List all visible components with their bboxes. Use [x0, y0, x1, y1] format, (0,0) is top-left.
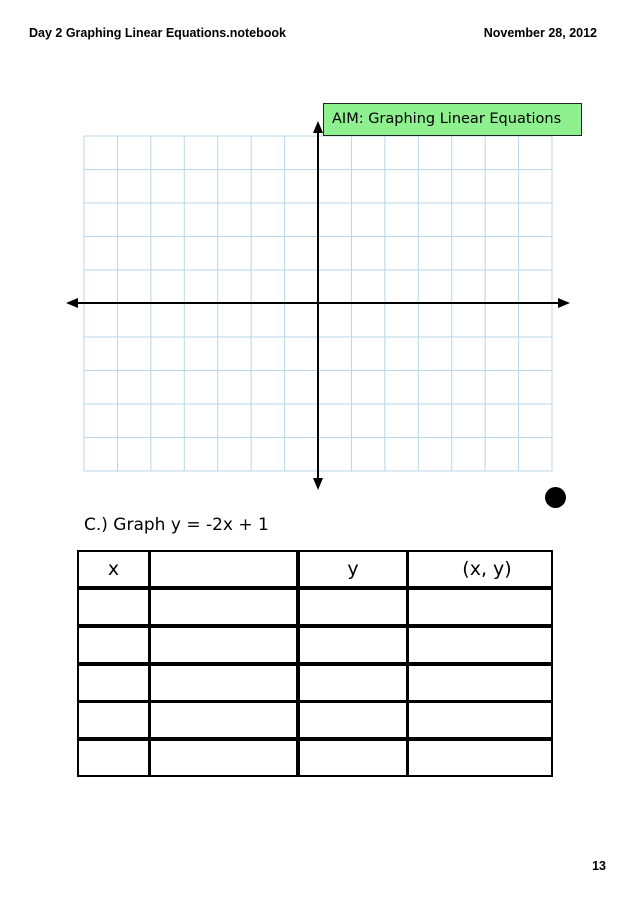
table-header-cell: (x, y) [407, 550, 553, 588]
y-axis-top-arrow [313, 121, 323, 133]
problem-statement: C.) Graph y = -2x + 1 [84, 515, 269, 535]
table-cell [77, 588, 150, 626]
table-cell [77, 701, 150, 739]
table-cell [298, 701, 408, 739]
table-cell [149, 664, 298, 702]
table-cell [77, 664, 150, 702]
table-cell [149, 739, 298, 777]
table-cell [298, 739, 408, 777]
table-cell [298, 664, 408, 702]
x-axis-right-arrow [558, 298, 570, 308]
table-cell [77, 739, 150, 777]
x-axis-left-arrow [66, 298, 78, 308]
table-header-cell: x [77, 550, 150, 588]
table-cell [149, 588, 298, 626]
table-cell [407, 701, 553, 739]
table-cell [77, 626, 150, 664]
table-cell [149, 701, 298, 739]
table-header-cell [149, 550, 298, 588]
table-cell [407, 664, 553, 702]
y-axis [313, 121, 323, 490]
notebook-title: Day 2 Graphing Linear Equations.notebook [29, 26, 286, 40]
aim-box: AIM: Graphing Linear Equations [323, 103, 582, 136]
page-date: November 28, 2012 [483, 26, 597, 40]
page-number: 13 [592, 859, 606, 873]
table-cell [149, 626, 298, 664]
table-header-cell: y [298, 550, 408, 588]
table-cell [407, 626, 553, 664]
table-cell [298, 626, 408, 664]
bullet-dot [545, 487, 566, 508]
table-cell [407, 739, 553, 777]
table-cell [407, 588, 553, 626]
table-cell [298, 588, 408, 626]
y-axis-bottom-arrow [313, 478, 323, 490]
